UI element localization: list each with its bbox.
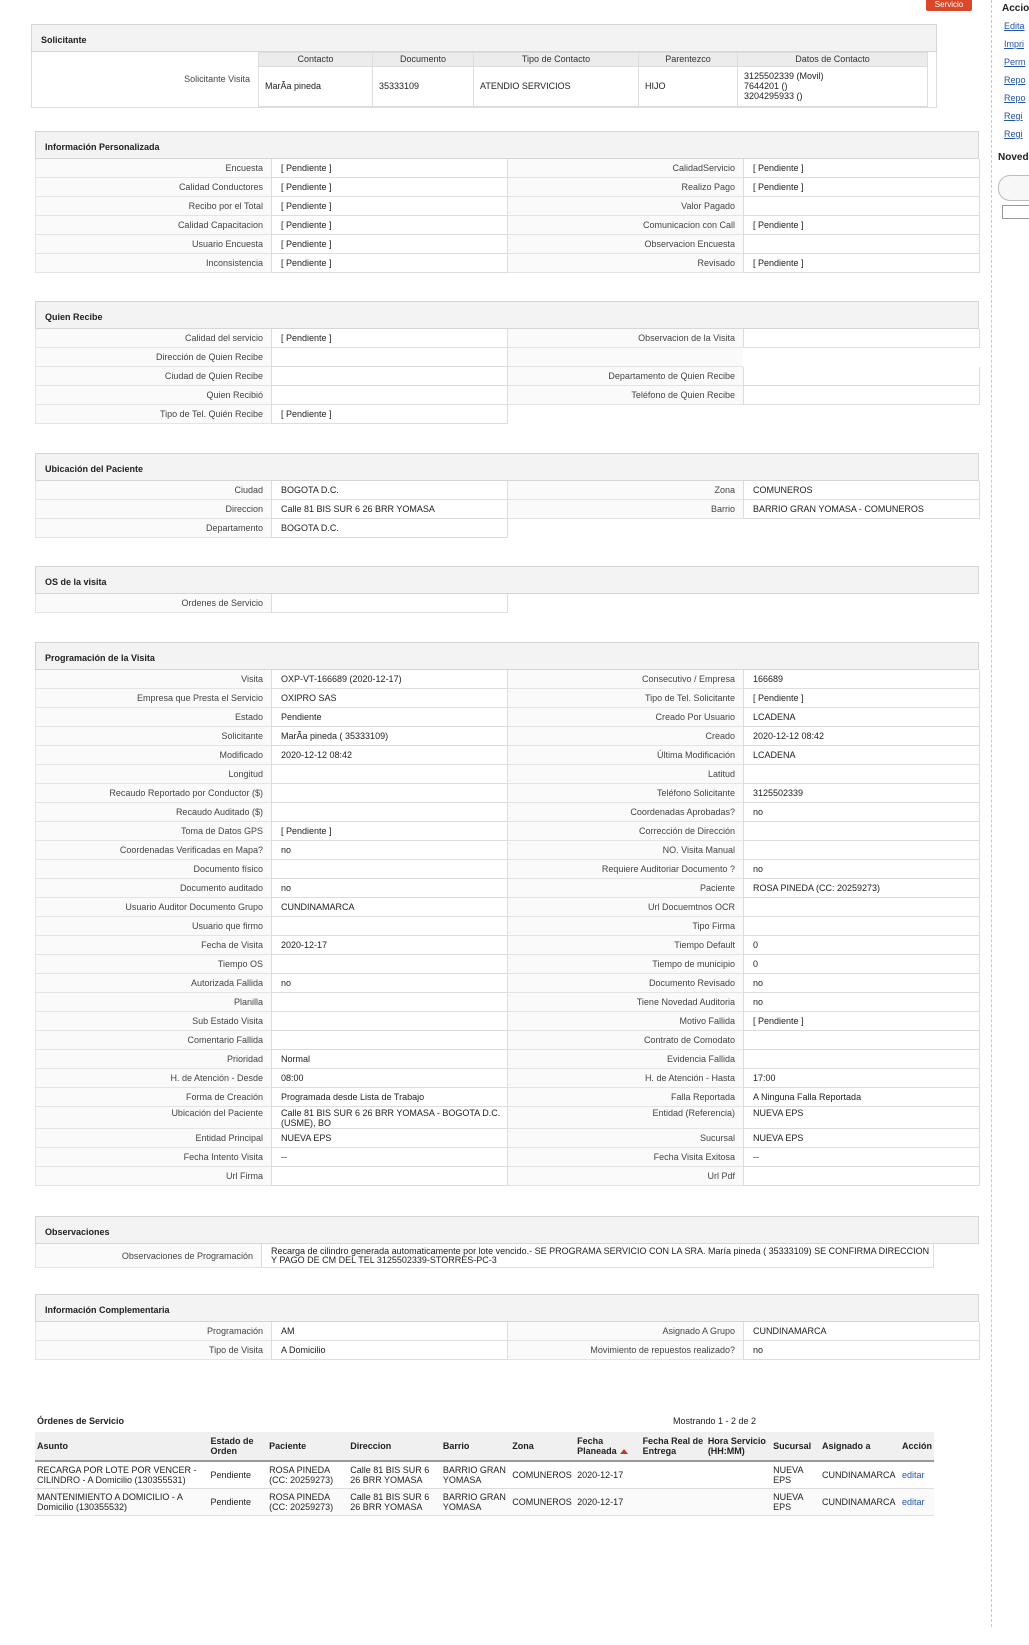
value-paciente: ROSA PINEDA (CC: 20259273) bbox=[743, 879, 980, 898]
value-recibo-por-el-total: [ Pendiente ] bbox=[271, 197, 508, 216]
value-creado: 2020-12-12 08:42 bbox=[743, 727, 980, 746]
value-modificado: 2020-12-12 08:42 bbox=[271, 746, 508, 765]
label-ordenes-de-servicio: Ordenes de Servicio bbox=[36, 594, 271, 613]
editar-link[interactable]: editar bbox=[901, 1497, 925, 1507]
label-calidad-conductores: Calidad Conductores bbox=[36, 178, 271, 197]
empty-cell bbox=[508, 594, 743, 613]
value-tiempo-de-municipio: 0 bbox=[743, 955, 980, 974]
value-valor-pagado bbox=[743, 197, 980, 216]
label-falla-reportada: Falla Reportada bbox=[508, 1088, 743, 1107]
fecha-planeada-label: Fecha Planeada bbox=[577, 1436, 617, 1456]
label-consecutivo-empresa: Consecutivo / Empresa bbox=[508, 670, 743, 689]
label-modificado: Modificado bbox=[36, 746, 271, 765]
cell-fecha-real bbox=[641, 1461, 706, 1489]
documento-cell: 35333109 bbox=[373, 66, 474, 106]
cell-hora-servicio bbox=[706, 1489, 771, 1516]
solicitante-table bbox=[258, 52, 928, 107]
value-evidencia-fallida bbox=[743, 1050, 980, 1069]
label-paciente: Paciente bbox=[508, 879, 743, 898]
label-departamento: Departamento bbox=[36, 519, 271, 538]
value-latitud bbox=[743, 765, 980, 784]
value-forma-de-creacion: Programada desde Lista de Trabajo bbox=[271, 1088, 508, 1107]
label-requiere-auditoriar-documento: Requiere Auditoriar Documento ? bbox=[508, 860, 743, 879]
label-sub-estado-visita: Sub Estado Visita bbox=[36, 1012, 271, 1031]
value-calidadservicio: [ Pendiente ] bbox=[743, 159, 980, 178]
action-link-permisos[interactable]: Perm bbox=[1004, 57, 1026, 67]
col-asunto[interactable]: Asunto bbox=[35, 1432, 208, 1461]
section-title: Información Personalizada bbox=[35, 131, 979, 159]
label-planilla: Planilla bbox=[36, 993, 271, 1012]
value-quien-recibio bbox=[271, 386, 508, 405]
value-revisado: [ Pendiente ] bbox=[743, 254, 980, 273]
label-observacion-encuesta: Observacion Encuesta bbox=[508, 235, 743, 254]
field-grid bbox=[35, 594, 979, 613]
value-documento-fisico bbox=[271, 860, 508, 879]
field-grid bbox=[35, 1322, 979, 1360]
action-link-registro-2[interactable]: Regi bbox=[1004, 129, 1023, 139]
value-ciudad-de-quien-recibe bbox=[271, 367, 508, 386]
info-personalizada-section bbox=[35, 131, 979, 273]
cell-accion bbox=[900, 1461, 934, 1489]
col-barrio[interactable]: Barrio bbox=[441, 1432, 510, 1461]
value-motivo-fallida: [ Pendiente ] bbox=[743, 1012, 980, 1031]
label-recibo-por-el-total: Recibo por el Total bbox=[36, 197, 271, 216]
value-ciudad: BOGOTA D.C. bbox=[271, 481, 508, 500]
label-toma-de-datos-gps: Toma de Datos GPS bbox=[36, 822, 271, 841]
value-creado-por-usuario: LCADENA bbox=[743, 708, 980, 727]
label-forma-de-creacion: Forma de Creación bbox=[36, 1088, 271, 1107]
section-title: Información Complementaria bbox=[35, 1294, 979, 1322]
section-title: Ubicación del Paciente bbox=[35, 453, 979, 481]
label-url-pdf: Url Pdf bbox=[508, 1167, 743, 1186]
value-empresa-que-presta-el-servicio: OXIPRO SAS bbox=[271, 689, 508, 708]
editar-link[interactable]: editar bbox=[901, 1470, 925, 1480]
value-documento-revisado: no bbox=[743, 974, 980, 993]
label-h-de-atencion-desde: H. de Atención - Desde bbox=[36, 1069, 271, 1088]
col-hora-servicio[interactable]: Hora Servicio (HH:MM) bbox=[706, 1432, 771, 1461]
col-parentezco: Parentezco bbox=[639, 53, 738, 67]
label-entidad-principal: Entidad Principal bbox=[36, 1129, 271, 1148]
label-fecha-visita-exitosa: Fecha Visita Exitosa bbox=[508, 1148, 743, 1167]
label-correccion-de-direccion: Corrección de Dirección bbox=[508, 822, 743, 841]
col-tipo-contacto: Tipo de Contacto bbox=[474, 53, 639, 67]
section-title: Observaciones bbox=[35, 1216, 979, 1244]
sort-asc-icon bbox=[620, 1449, 628, 1454]
label-tipo-de-tel-quien-recibe: Tipo de Tel. Quién Recibe bbox=[36, 405, 271, 424]
label-empty bbox=[508, 348, 743, 367]
label-programacion: Programación bbox=[36, 1322, 271, 1341]
cell-fecha-planeada: 2020-12-17 bbox=[575, 1461, 640, 1489]
servicio-button[interactable]: Servicio bbox=[926, 0, 972, 11]
label-tiempo-de-municipio: Tiempo de municipio bbox=[508, 955, 743, 974]
label-autorizada-fallida: Autorizada Fallida bbox=[36, 974, 271, 993]
phone-3: 3204295933 () bbox=[744, 91, 803, 102]
value-fecha-visita-exitosa: -- bbox=[743, 1148, 980, 1167]
value-consecutivo-empresa: 166689 bbox=[743, 670, 980, 689]
cell-fecha-planeada: 2020-12-17 bbox=[575, 1489, 640, 1516]
label-ciudad-de-quien-recibe: Ciudad de Quien Recibe bbox=[36, 367, 271, 386]
value-url-firma bbox=[271, 1167, 508, 1186]
parentezco-cell: HIJO bbox=[639, 66, 738, 106]
value-direccion-de-quien-recibe bbox=[271, 348, 508, 367]
label-usuario-auditor-documento-grupo: Usuario Auditor Documento Grupo bbox=[36, 898, 271, 917]
quien-recibe-section bbox=[35, 301, 979, 424]
label-revisado: Revisado bbox=[508, 254, 743, 273]
value-prioridad: Normal bbox=[271, 1050, 508, 1069]
value-telefono-solicitante: 3125502339 bbox=[743, 784, 980, 803]
value-visita: OXP-VT-166689 (2020-12-17) bbox=[271, 670, 508, 689]
label-tiempo-os: Tiempo OS bbox=[36, 955, 271, 974]
programacion-section bbox=[35, 642, 979, 1186]
col-contacto: Contacto bbox=[259, 53, 373, 67]
value-no-visita-manual bbox=[743, 841, 980, 860]
label-calidadservicio: CalidadServicio bbox=[508, 159, 743, 178]
col-documento: Documento bbox=[373, 53, 474, 67]
value-url-pdf bbox=[743, 1167, 980, 1186]
os-visita-section bbox=[35, 566, 979, 613]
value-tiene-novedad-auditoria: no bbox=[743, 993, 980, 1012]
label-calidad-del-servicio: Calidad del servicio bbox=[36, 329, 271, 348]
label-valor-pagado: Valor Pagado bbox=[508, 197, 743, 216]
value-ultima-modificacion: LCADENA bbox=[743, 746, 980, 765]
value-calidad-conductores: [ Pendiente ] bbox=[271, 178, 508, 197]
label-movimiento-de-repuestos-realizado: Movimiento de repuestos realizado? bbox=[508, 1341, 743, 1360]
label-asignado-a-grupo: Asignado A Grupo bbox=[508, 1322, 743, 1341]
value-falla-reportada: A Ninguna Falla Reportada bbox=[743, 1088, 980, 1107]
cell-zona: COMUNEROS bbox=[510, 1489, 575, 1516]
tipo-contacto-cell: ATENDIO SERVICIOS bbox=[474, 66, 639, 106]
value-zona: COMUNEROS bbox=[743, 481, 980, 500]
value-url-docuemtnos-ocr bbox=[743, 898, 980, 917]
action-link-editar[interactable]: Edita bbox=[1004, 21, 1025, 31]
empty-cell bbox=[743, 594, 980, 613]
label-usuario-que-firmo: Usuario que firmo bbox=[36, 917, 271, 936]
value-direccion: Calle 81 BIS SUR 6 26 BRR YOMASA bbox=[271, 500, 508, 519]
acciones-title: Accio bbox=[1002, 3, 1029, 14]
section-title: Solicitante bbox=[31, 24, 937, 52]
col-asignado[interactable]: Asignado a bbox=[820, 1432, 900, 1461]
value-tipo-de-tel-quien-recibe: [ Pendiente ] bbox=[271, 405, 508, 424]
label-visita: Visita bbox=[36, 670, 271, 689]
label-evidencia-fallida: Evidencia Fallida bbox=[508, 1050, 743, 1069]
action-link-reporte-2[interactable]: Repo bbox=[1004, 93, 1026, 103]
cell-paciente: ROSA PINEDA (CC: 20259273) bbox=[267, 1489, 348, 1516]
cell-zona: COMUNEROS bbox=[510, 1461, 575, 1489]
label-inconsistencia: Inconsistencia bbox=[36, 254, 271, 273]
label-recaudo-auditado: Recaudo Auditado ($) bbox=[36, 803, 271, 822]
label-tiempo-default: Tiempo Default bbox=[508, 936, 743, 955]
value-estado: Pendiente bbox=[271, 708, 508, 727]
label-documento-fisico: Documento físico bbox=[36, 860, 271, 879]
value-sub-estado-visita bbox=[271, 1012, 508, 1031]
value-h-de-atencion-hasta: 17:00 bbox=[743, 1069, 980, 1088]
cell-estado: Pendiente bbox=[208, 1489, 267, 1516]
value-tiempo-default: 0 bbox=[743, 936, 980, 955]
value-tipo-firma bbox=[743, 917, 980, 936]
value-comentario-fallida bbox=[271, 1031, 508, 1050]
col-fecha-real[interactable]: Fecha Real de Entrega bbox=[641, 1432, 706, 1461]
label-creado-por-usuario: Creado Por Usuario bbox=[508, 708, 743, 727]
value-encuesta: [ Pendiente ] bbox=[271, 159, 508, 178]
action-link-reporte-1[interactable]: Repo bbox=[1004, 75, 1026, 85]
label-creado: Creado bbox=[508, 727, 743, 746]
col-estado[interactable]: Estado de Orden bbox=[208, 1432, 267, 1461]
observaciones-label: Observaciones de Programación bbox=[36, 1244, 261, 1268]
label-no-visita-manual: NO. Visita Manual bbox=[508, 841, 743, 860]
cell-barrio: BARRIO GRAN YOMASA bbox=[441, 1461, 510, 1489]
cell-direccion: Calle 81 BIS SUR 6 26 BRR YOMASA bbox=[348, 1489, 441, 1516]
label-tipo-de-visita: Tipo de Visita bbox=[36, 1341, 271, 1360]
field-grid bbox=[35, 329, 979, 424]
value-entidad-referencia: NUEVA EPS bbox=[743, 1107, 980, 1129]
value-observacion-encuesta bbox=[743, 235, 980, 254]
section-title: OS de la visita bbox=[35, 566, 979, 594]
label-solicitante: Solicitante bbox=[36, 727, 271, 746]
label-longitud: Longitud bbox=[36, 765, 271, 784]
value-coordenadas-verificadas-en-mapa: no bbox=[271, 841, 508, 860]
label-telefono-solicitante: Teléfono Solicitante bbox=[508, 784, 743, 803]
label-realizo-pago: Realizo Pago bbox=[508, 178, 743, 197]
complementaria-section bbox=[35, 1294, 979, 1360]
label-tipo-de-tel-solicitante: Tipo de Tel. Solicitante bbox=[508, 689, 743, 708]
label-observacion-de-la-visita: Observacion de la Visita bbox=[508, 329, 743, 348]
field-grid bbox=[35, 159, 979, 273]
value-departamento: BOGOTA D.C. bbox=[271, 519, 508, 538]
ordenes-count: Mostrando 1 - 2 de 2 bbox=[673, 1416, 757, 1426]
cell-asignado: CUNDINAMARCA bbox=[820, 1489, 900, 1516]
cell-asunto: RECARGA POR LOTE POR VENCER - CILINDRO - A Domicilio (130355531) bbox=[35, 1461, 208, 1489]
cell-hora-servicio bbox=[706, 1461, 771, 1489]
field-grid bbox=[35, 481, 979, 538]
ordenes-table bbox=[35, 1432, 934, 1516]
value-telefono-de-quien-recibe bbox=[743, 386, 980, 405]
label-contrato-de-comodato: Contrato de Comodato bbox=[508, 1031, 743, 1050]
label-calidad-capacitacion: Calidad Capacitacion bbox=[36, 216, 271, 235]
cell-barrio: BARRIO GRAN YOMASA bbox=[441, 1489, 510, 1516]
value-usuario-encuesta: [ Pendiente ] bbox=[271, 235, 508, 254]
value-planilla bbox=[271, 993, 508, 1012]
phone-2: 7644201 () bbox=[744, 81, 788, 92]
label-prioridad: Prioridad bbox=[36, 1050, 271, 1069]
value-programacion: AM bbox=[271, 1322, 508, 1341]
value-barrio: BARRIO GRAN YOMASA - COMUNEROS bbox=[743, 500, 980, 519]
value-tipo-de-tel-solicitante: [ Pendiente ] bbox=[743, 689, 980, 708]
label-entidad-referencia: Entidad (Referencia) bbox=[508, 1107, 743, 1129]
action-link-imprimir[interactable]: Impri bbox=[1004, 39, 1024, 49]
label-motivo-fallida: Motivo Fallida bbox=[508, 1012, 743, 1031]
cell-paciente: ROSA PINEDA (CC: 20259273) bbox=[267, 1461, 348, 1489]
col-sucursal[interactable]: Sucursal bbox=[771, 1432, 820, 1461]
value-coordenadas-aprobadas: no bbox=[743, 803, 980, 822]
value-tiempo-os bbox=[271, 955, 508, 974]
value-tipo-de-visita: A Domicilio bbox=[271, 1341, 508, 1360]
observaciones-section bbox=[35, 1216, 979, 1268]
ubicacion-section bbox=[35, 453, 979, 538]
cell-asignado: CUNDINAMARCA bbox=[820, 1461, 900, 1489]
ordenes-body bbox=[35, 1461, 934, 1516]
value-longitud bbox=[271, 765, 508, 784]
phone-movil: 3125502339 (Movil) bbox=[744, 71, 824, 82]
value-departamento-de-quien-recibe bbox=[743, 367, 980, 386]
empty-cell bbox=[743, 348, 980, 367]
value-ubicacion-del-paciente: Calle 81 BIS SUR 6 26 BRR YOMASA - BOGOTA D.C. (USME), BO bbox=[271, 1107, 508, 1129]
value-comunicacion-con-call: [ Pendiente ] bbox=[743, 216, 980, 235]
value-usuario-auditor-documento-grupo: CUNDINAMARCA bbox=[271, 898, 508, 917]
label-empresa-que-presta-el-servicio: Empresa que Presta el Servicio bbox=[36, 689, 271, 708]
label-departamento-de-quien-recibe: Departamento de Quien Recibe bbox=[508, 367, 743, 386]
label-direccion-de-quien-recibe: Dirección de Quien Recibe bbox=[36, 348, 271, 367]
value-calidad-capacitacion: [ Pendiente ] bbox=[271, 216, 508, 235]
col-paciente[interactable]: Paciente bbox=[267, 1432, 348, 1461]
value-h-de-atencion-desde: 08:00 bbox=[271, 1069, 508, 1088]
empty-cell bbox=[743, 405, 980, 424]
value-recaudo-auditado bbox=[271, 803, 508, 822]
value-contrato-de-comodato bbox=[743, 1031, 980, 1050]
value-movimiento-de-repuestos-realizado: no bbox=[743, 1341, 980, 1360]
label-recaudo-reportado-por-conductor: Recaudo Reportado por Conductor ($) bbox=[36, 784, 271, 803]
section-title: Quien Recibe bbox=[35, 301, 979, 329]
label-url-firma: Url Firma bbox=[36, 1167, 271, 1186]
observaciones-value: Recarga de cilindro generada automaticamente por lote vencido.- SE PROGRAMA SERVICIO CON LA SRA. María pineda ( 35333109) SE CONFIRMA DIRECCION Y PAGO DE CM DEL TEL 3125502339-STORRES-PC-3 bbox=[261, 1244, 934, 1268]
cell-fecha-real bbox=[641, 1489, 706, 1516]
label-documento-revisado: Documento Revisado bbox=[508, 974, 743, 993]
empty-cell bbox=[508, 519, 743, 538]
label-usuario-encuesta: Usuario Encuesta bbox=[36, 235, 271, 254]
col-direccion[interactable]: Direccion bbox=[348, 1432, 441, 1461]
novedades-title: Noved bbox=[998, 152, 1029, 163]
label-tipo-firma: Tipo Firma bbox=[508, 917, 743, 936]
cell-estado: Pendiente bbox=[208, 1461, 267, 1489]
col-datos-contacto: Datos de Contacto bbox=[738, 53, 928, 67]
value-inconsistencia: [ Pendiente ] bbox=[271, 254, 508, 273]
value-documento-auditado: no bbox=[271, 879, 508, 898]
table-row bbox=[35, 1461, 934, 1489]
table-row bbox=[35, 1489, 934, 1516]
solicitante-section bbox=[31, 24, 937, 108]
col-zona[interactable]: Zona bbox=[510, 1432, 575, 1461]
label-estado: Estado bbox=[36, 708, 271, 727]
value-sucursal: NUEVA EPS bbox=[743, 1129, 980, 1148]
label-h-de-atencion-hasta: H. de Atención - Hasta bbox=[508, 1069, 743, 1088]
novedades-toggle[interactable] bbox=[998, 175, 1029, 201]
label-quien-recibio: Quien Recibió bbox=[36, 386, 271, 405]
label-ultima-modificacion: Última Modificación bbox=[508, 746, 743, 765]
label-fecha-intento-visita: Fecha Intento Visita bbox=[36, 1148, 271, 1167]
label-encuesta: Encuesta bbox=[36, 159, 271, 178]
label-url-docuemtnos-ocr: Url Docuemtnos OCR bbox=[508, 898, 743, 917]
cell-sucursal: NUEVA EPS bbox=[771, 1489, 820, 1516]
value-solicitante: MarÃa pineda ( 35333109) bbox=[271, 727, 508, 746]
label-telefono-de-quien-recibe: Teléfono de Quien Recibe bbox=[508, 386, 743, 405]
cell-direccion: Calle 81 BIS SUR 6 26 BRR YOMASA bbox=[348, 1461, 441, 1489]
solicitante-visita-label: Solicitante Visita bbox=[184, 74, 250, 84]
value-ordenes-de-servicio bbox=[271, 594, 508, 613]
value-toma-de-datos-gps: [ Pendiente ] bbox=[271, 822, 508, 841]
value-observacion-de-la-visita bbox=[743, 329, 980, 348]
label-zona: Zona bbox=[508, 481, 743, 500]
label-ciudad: Ciudad bbox=[36, 481, 271, 500]
label-fecha-de-visita: Fecha de Visita bbox=[36, 936, 271, 955]
empty-cell bbox=[743, 519, 980, 538]
label-coordenadas-verificadas-en-mapa: Coordenadas Verificadas en Mapa? bbox=[36, 841, 271, 860]
value-fecha-de-visita: 2020-12-17 bbox=[271, 936, 508, 955]
label-barrio: Barrio bbox=[508, 500, 743, 519]
contacto-cell: MarÃa pineda bbox=[259, 66, 373, 106]
cell-asunto: MANTENIMIENTO A DOMICILIO - A Domicilio (130355532) bbox=[35, 1489, 208, 1516]
value-fecha-intento-visita: -- bbox=[271, 1148, 508, 1167]
col-accion: Acción bbox=[900, 1432, 934, 1461]
col-fecha-planeada[interactable] bbox=[575, 1432, 640, 1461]
label-ubicacion-del-paciente: Ubicación del Paciente bbox=[36, 1107, 271, 1129]
label-direccion: Direccion bbox=[36, 500, 271, 519]
datos-contacto-cell bbox=[738, 66, 928, 106]
value-asignado-a-grupo: CUNDINAMARCA bbox=[743, 1322, 980, 1341]
value-autorizada-fallida: no bbox=[271, 974, 508, 993]
cell-accion bbox=[900, 1489, 934, 1516]
value-requiere-auditoriar-documento: no bbox=[743, 860, 980, 879]
value-recaudo-reportado-por-conductor bbox=[271, 784, 508, 803]
empty-cell bbox=[508, 405, 743, 424]
label-comunicacion-con-call: Comunicacion con Call bbox=[508, 216, 743, 235]
label-latitud: Latitud bbox=[508, 765, 743, 784]
cell-sucursal: NUEVA EPS bbox=[771, 1461, 820, 1489]
value-correccion-de-direccion bbox=[743, 822, 980, 841]
value-calidad-del-servicio: [ Pendiente ] bbox=[271, 329, 508, 348]
value-usuario-que-firmo bbox=[271, 917, 508, 936]
section-title: Programación de la Visita bbox=[35, 642, 979, 670]
novedades-input[interactable] bbox=[1002, 205, 1029, 219]
value-entidad-principal: NUEVA EPS bbox=[271, 1129, 508, 1148]
label-coordenadas-aprobadas: Coordenadas Aprobadas? bbox=[508, 803, 743, 822]
action-link-registro-1[interactable]: Regi bbox=[1004, 111, 1023, 121]
value-realizo-pago: [ Pendiente ] bbox=[743, 178, 980, 197]
label-documento-auditado: Documento auditado bbox=[36, 879, 271, 898]
ordenes-title: Órdenes de Servicio bbox=[37, 1416, 125, 1426]
page-divider bbox=[991, 0, 992, 1627]
label-comentario-fallida: Comentario Fallida bbox=[36, 1031, 271, 1050]
label-sucursal: Sucursal bbox=[508, 1129, 743, 1148]
field-grid bbox=[35, 670, 979, 1186]
label-tiene-novedad-auditoria: Tiene Novedad Auditoria bbox=[508, 993, 743, 1012]
